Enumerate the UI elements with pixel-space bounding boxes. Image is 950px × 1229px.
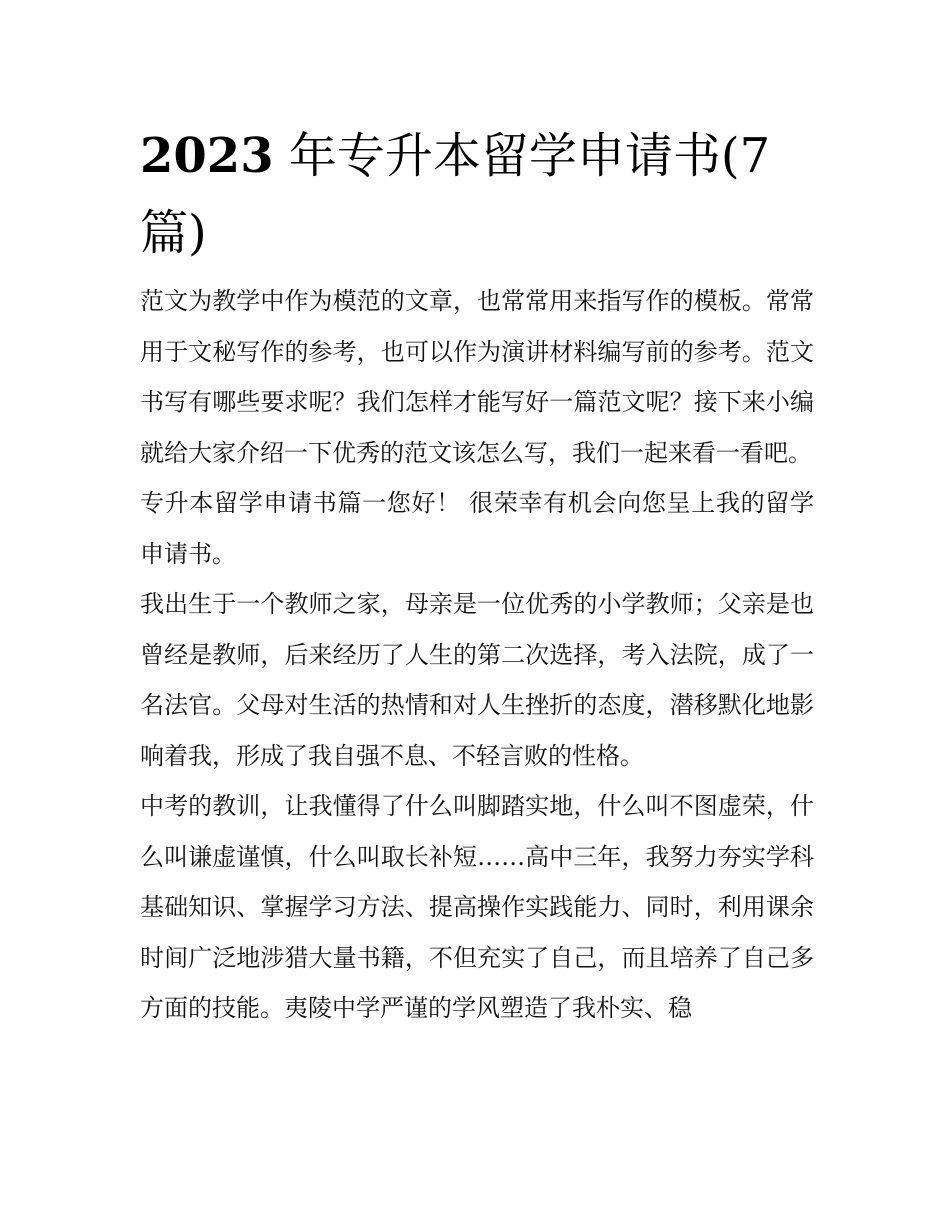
document-body: [140, 276, 814, 1034]
paragraph-part-one: 专升本留学申请书篇一您好！ 很荣幸有机会向您呈上我的留学申请书。: [140, 489, 814, 568]
paragraph-intro: 范文为教学中作为模范的文章，也常常用来指写作的模板。常常用于文秘写作的参考，也可以作为演讲材料编写前的参考。范文书写有哪些要求呢？我们怎样才能写好一篇范文呢？接下来小编就给大家介绍一下优秀的范文该怎么写，我们一起来看一看吧。: [140, 287, 814, 467]
paragraph-family: 我出生于一个教师之家，母亲是一位优秀的小学教师；父亲是也曾经是教师，后来经历了人生的第二次选择，考入法院，成了一名法官。父母对生活的热情和对人生挫折的态度，潜移默化地影响着我，形成了我自强不息、不轻言败的性格。: [140, 590, 814, 770]
paragraph-study: 中考的教训，让我懂得了什么叫脚踏实地，什么叫不图虚荣，什么叫谦虚谨慎，什么叫取长补短……高中三年，我努力夯实学科基础知识、掌握学习方法、提高操作实践能力、同时，利用课余时间广泛地涉猎大量书籍，不但充实了自己，而且培养了自己多方面的技能。夷陵中学严谨的学风塑造了我朴实、稳: [140, 792, 814, 1022]
title-main: 年专升本留学申请书(7: [288, 128, 771, 184]
title-line2: 篇): [140, 205, 207, 261]
document-title: [140, 118, 820, 272]
title-year: 2023: [140, 128, 274, 184]
